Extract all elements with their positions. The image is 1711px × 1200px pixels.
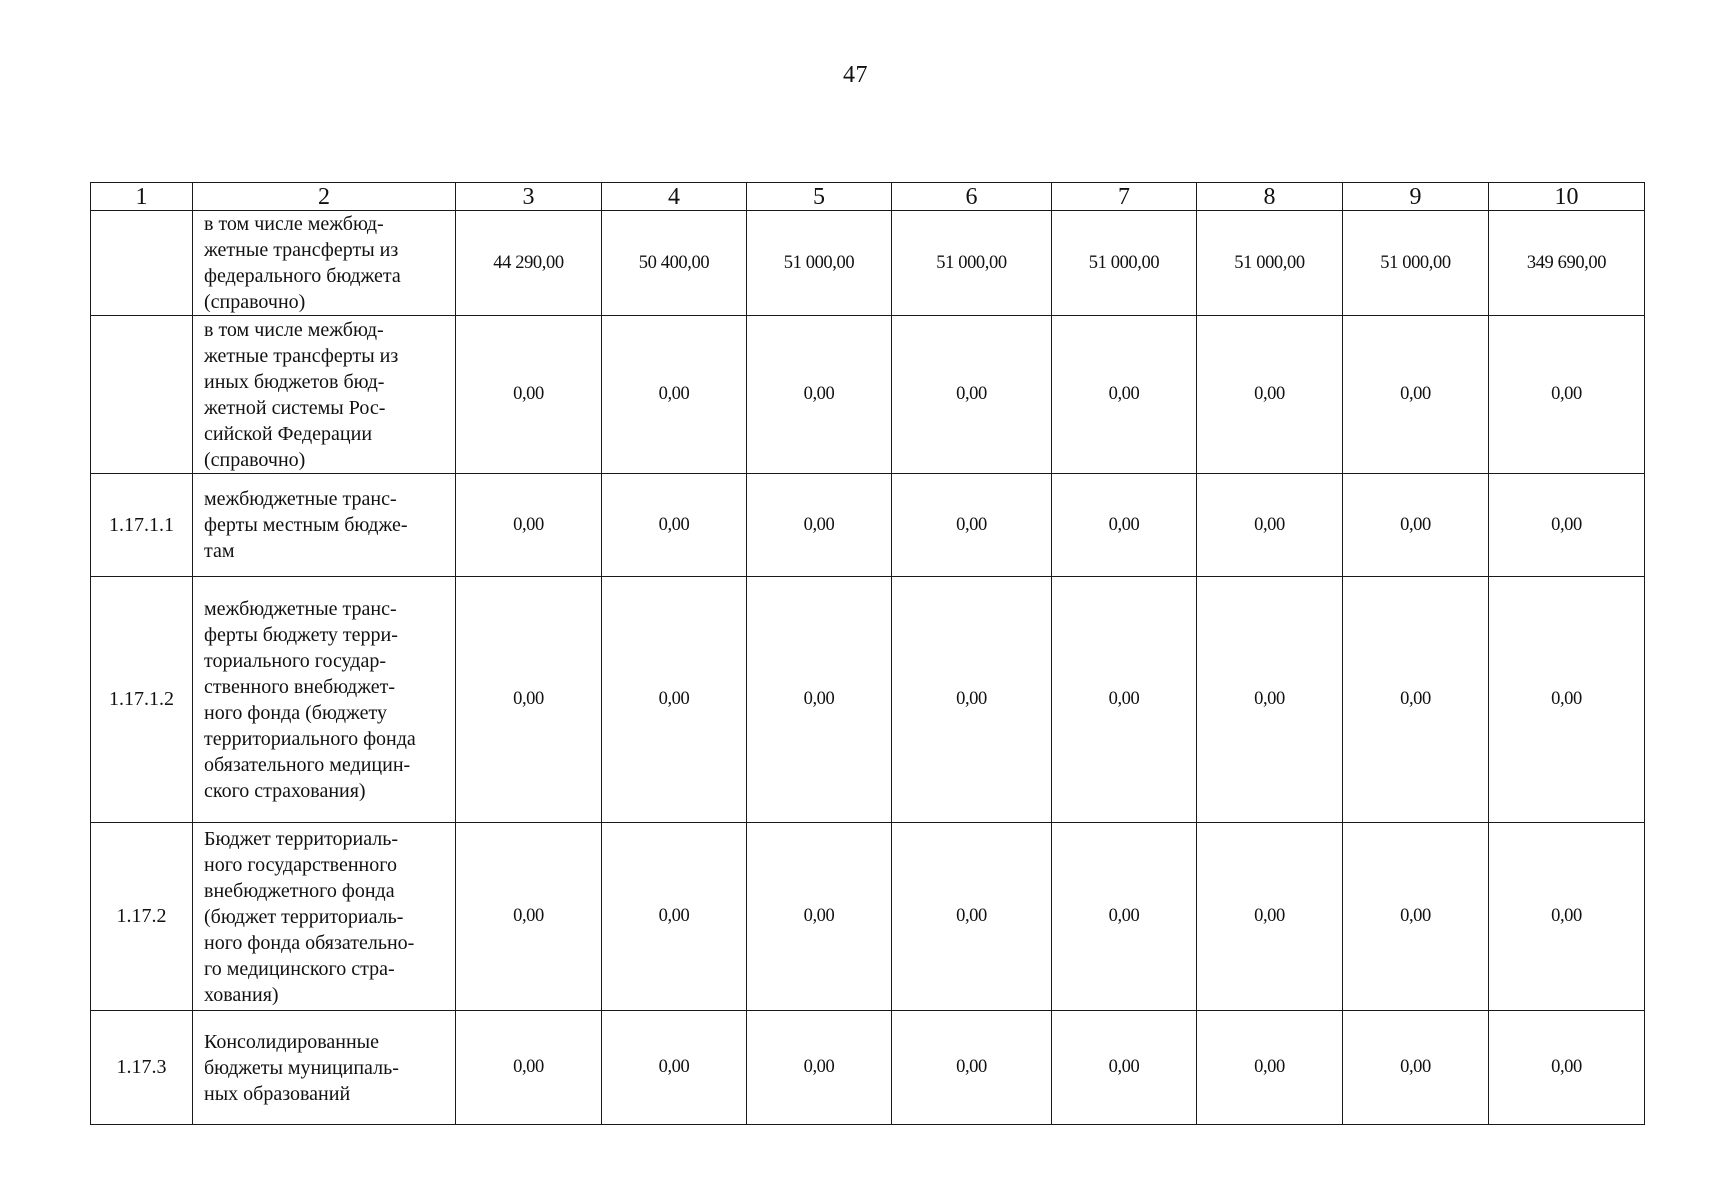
value-cell: 0,00 — [1052, 823, 1197, 1011]
table-row — [91, 316, 1645, 474]
table-row — [91, 1011, 1645, 1125]
header-cell: 4 — [602, 183, 747, 211]
row-code: 1.17.1.1 — [91, 474, 193, 577]
value-cell: 0,00 — [602, 577, 747, 823]
header-cell: 7 — [1052, 183, 1197, 211]
value-cell: 0,00 — [1197, 316, 1343, 474]
value-cell: 50 400,00 — [602, 211, 747, 316]
value-cell: 0,00 — [456, 316, 602, 474]
row-name: Бюджет территориаль- ного государственного внебюджетного фонда (бюджет территориаль- ного фонда обязательно- го медицинского стра- хования) — [193, 823, 456, 1011]
value-cell: 0,00 — [1489, 316, 1645, 474]
row-name: в том числе межбюд- жетные трансферты из федерального бюджета (справочно) — [193, 211, 456, 316]
header-cell: 2 — [193, 183, 456, 211]
value-cell: 0,00 — [1197, 1011, 1343, 1125]
row-code — [91, 211, 193, 316]
value-cell: 0,00 — [1052, 1011, 1197, 1125]
row-code: 1.17.1.2 — [91, 577, 193, 823]
value-cell: 0,00 — [892, 1011, 1052, 1125]
value-cell: 0,00 — [456, 1011, 602, 1125]
value-cell: 0,00 — [1489, 474, 1645, 577]
header-cell: 1 — [91, 183, 193, 211]
table-row — [91, 823, 1645, 1011]
value-cell: 0,00 — [747, 1011, 892, 1125]
table-row — [91, 474, 1645, 577]
header-row — [91, 183, 1645, 211]
value-cell: 0,00 — [1197, 823, 1343, 1011]
row-name: Консолидированные бюджеты муниципаль- ных образований — [193, 1011, 456, 1125]
value-cell: 51 000,00 — [1197, 211, 1343, 316]
header-cell: 8 — [1197, 183, 1343, 211]
row-name: в том числе межбюд- жетные трансферты из иных бюджетов бюд- жетной системы Рос- сийской Федерации (справочно) — [193, 316, 456, 474]
value-cell: 0,00 — [602, 823, 747, 1011]
value-cell: 0,00 — [456, 577, 602, 823]
value-cell: 44 290,00 — [456, 211, 602, 316]
value-cell: 0,00 — [602, 474, 747, 577]
value-cell: 0,00 — [1052, 474, 1197, 577]
value-cell: 0,00 — [892, 577, 1052, 823]
value-cell: 0,00 — [1343, 823, 1489, 1011]
value-cell: 0,00 — [1489, 1011, 1645, 1125]
row-code: 1.17.2 — [91, 823, 193, 1011]
value-cell: 0,00 — [1197, 474, 1343, 577]
header-cell: 6 — [892, 183, 1052, 211]
value-cell: 0,00 — [602, 316, 747, 474]
header-cell: 5 — [747, 183, 892, 211]
value-cell: 0,00 — [1197, 577, 1343, 823]
value-cell: 51 000,00 — [1343, 211, 1489, 316]
value-cell: 0,00 — [892, 474, 1052, 577]
value-cell: 0,00 — [1052, 577, 1197, 823]
value-cell: 0,00 — [602, 1011, 747, 1125]
value-cell: 0,00 — [747, 316, 892, 474]
value-cell: 0,00 — [892, 316, 1052, 474]
value-cell: 0,00 — [1489, 577, 1645, 823]
row-code — [91, 316, 193, 474]
row-code: 1.17.3 — [91, 1011, 193, 1125]
table-row — [91, 211, 1645, 316]
value-cell: 51 000,00 — [892, 211, 1052, 316]
value-cell: 0,00 — [1343, 316, 1489, 474]
value-cell: 349 690,00 — [1489, 211, 1645, 316]
value-cell: 0,00 — [747, 474, 892, 577]
value-cell: 0,00 — [747, 823, 892, 1011]
value-cell: 0,00 — [456, 474, 602, 577]
header-cell: 10 — [1489, 183, 1645, 211]
row-name: межбюджетные транс- ферты бюджету терри- ториального государ- ственного внебюджет- ного фонда (бюджету территориального фонда обязательного медицин- ского страхования) — [193, 577, 456, 823]
value-cell: 0,00 — [1343, 577, 1489, 823]
value-cell: 51 000,00 — [1052, 211, 1197, 316]
value-cell: 0,00 — [1052, 316, 1197, 474]
header-cell: 3 — [456, 183, 602, 211]
value-cell: 0,00 — [747, 577, 892, 823]
value-cell: 51 000,00 — [747, 211, 892, 316]
header-cell: 9 — [1343, 183, 1489, 211]
value-cell: 0,00 — [1343, 1011, 1489, 1125]
value-cell: 0,00 — [456, 823, 602, 1011]
value-cell: 0,00 — [1343, 474, 1489, 577]
page-number: 47 — [843, 62, 868, 88]
budget-table — [90, 182, 1645, 1125]
budget-table-container — [90, 182, 1644, 1125]
value-cell: 0,00 — [892, 823, 1052, 1011]
table-row — [91, 577, 1645, 823]
row-name: межбюджетные транс- ферты местным бюдже- там — [193, 474, 456, 577]
value-cell: 0,00 — [1489, 823, 1645, 1011]
